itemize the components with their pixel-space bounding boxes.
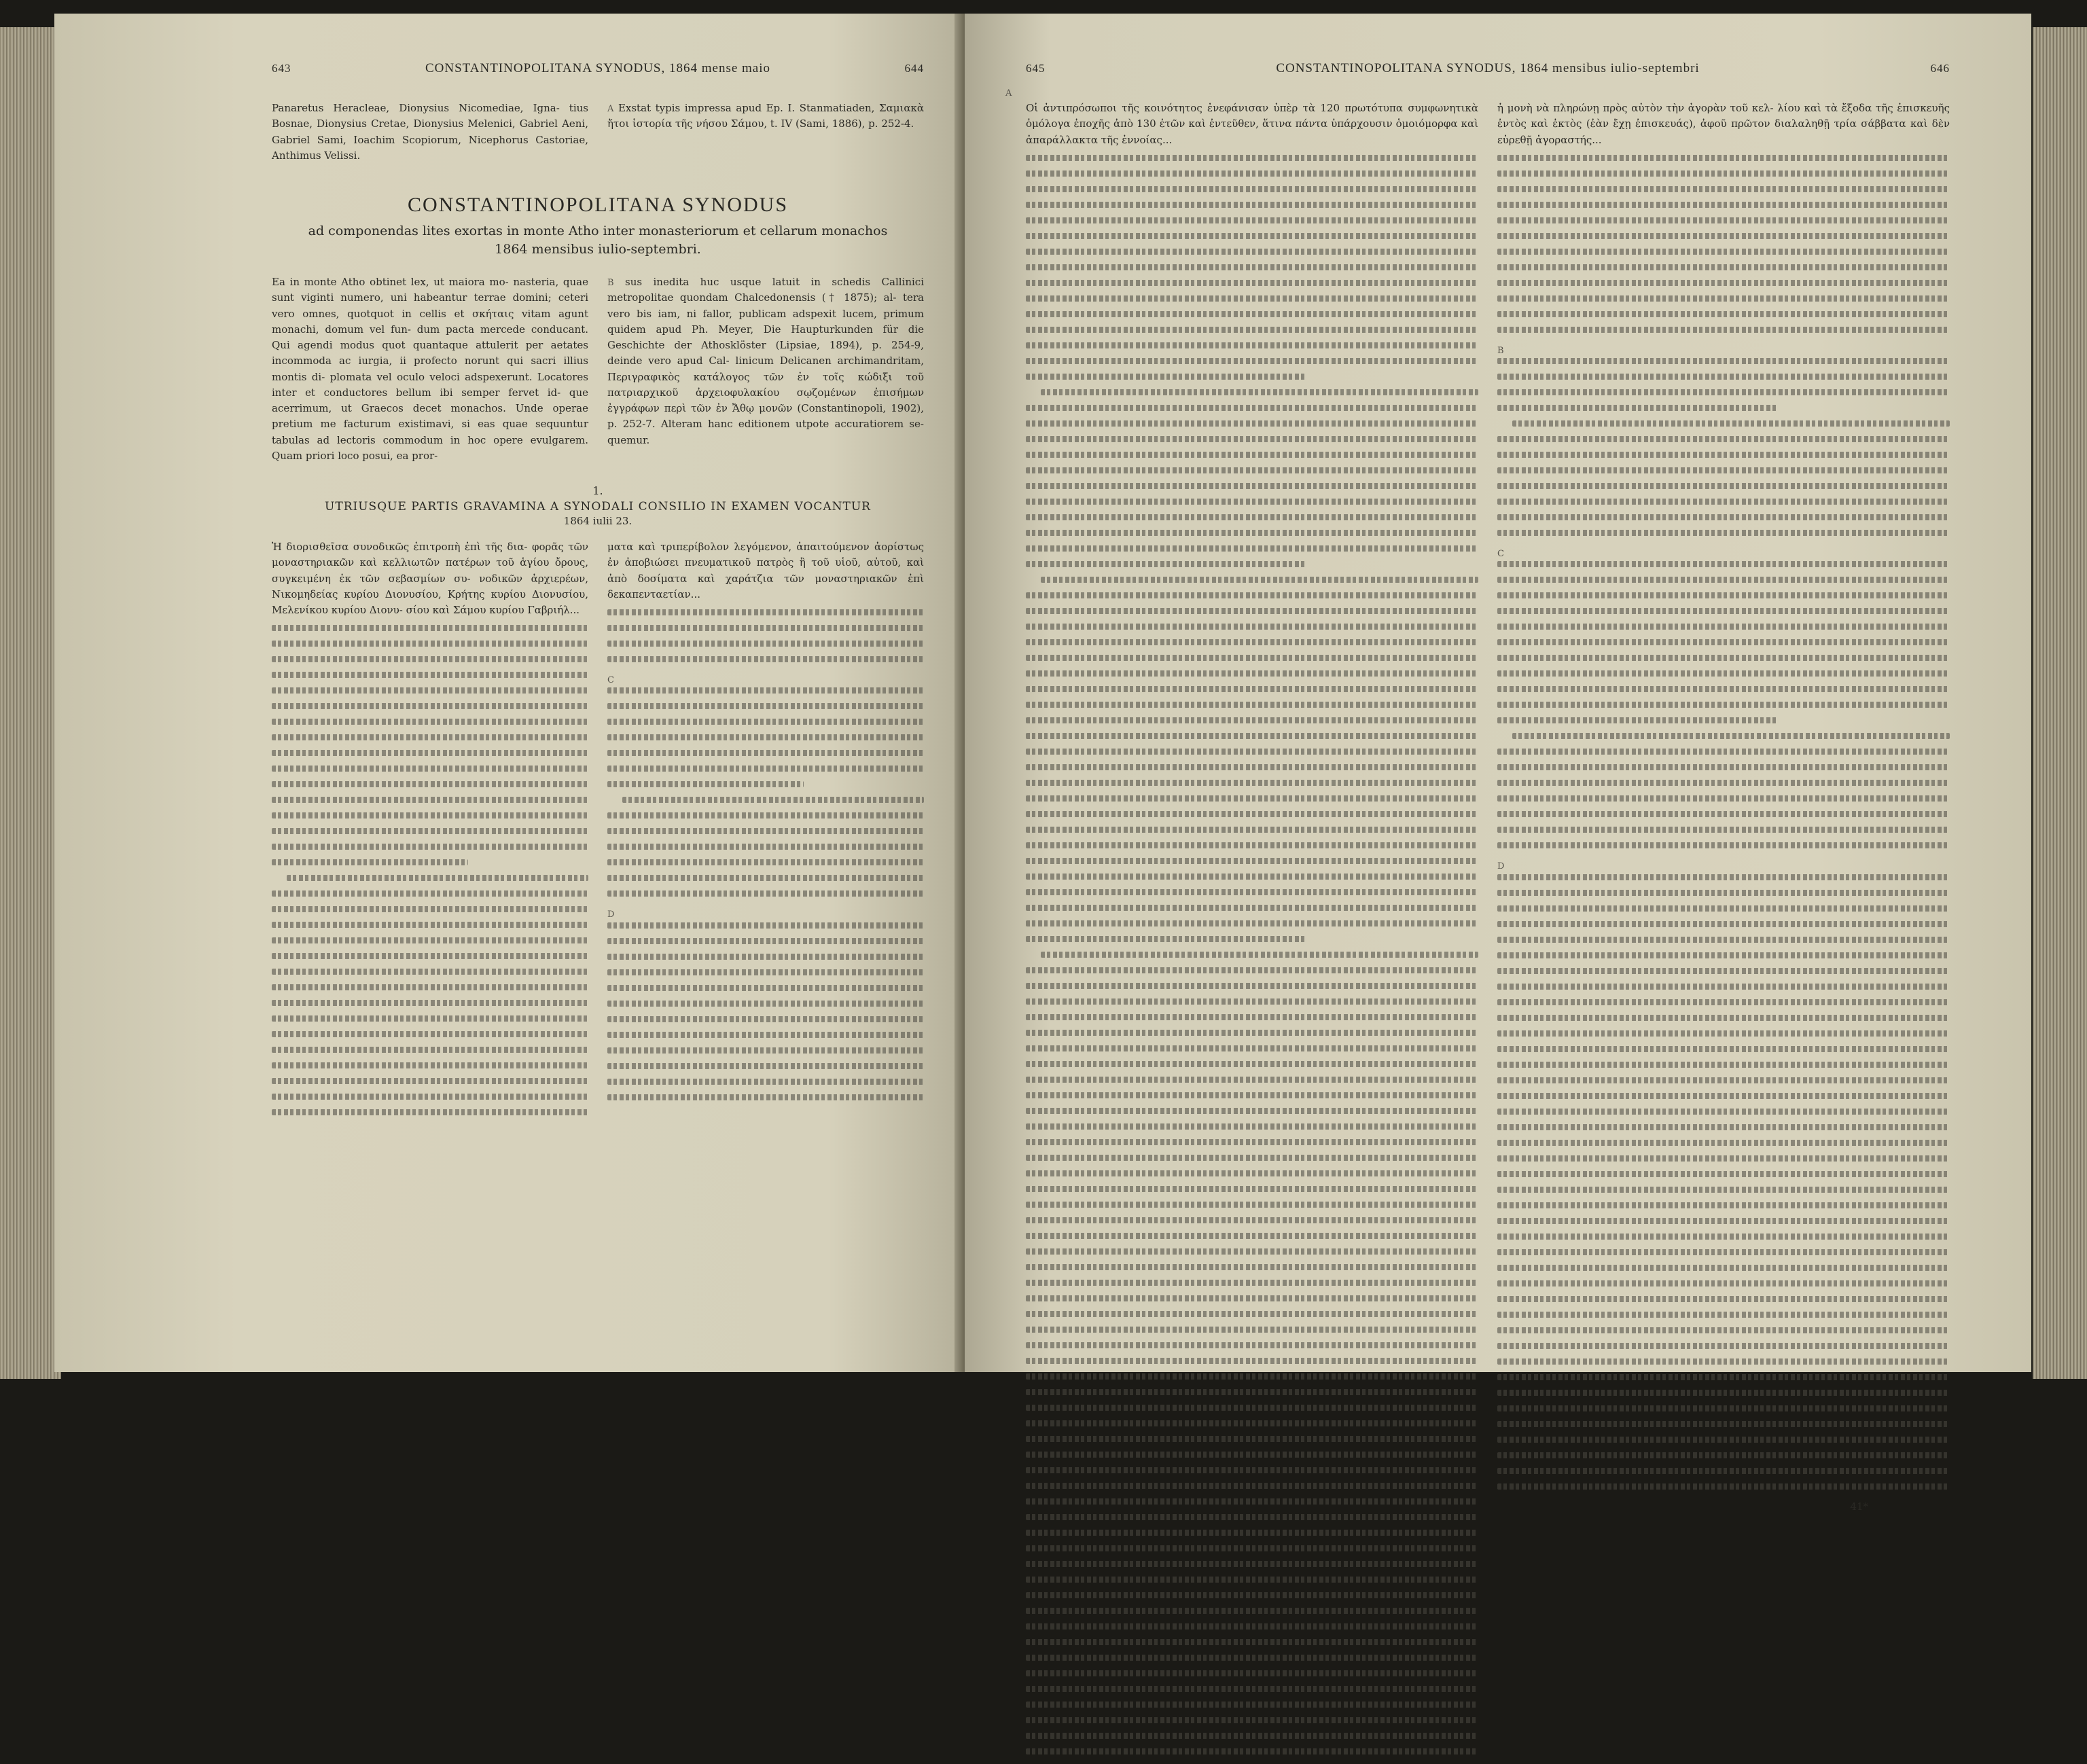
exstat-note	[607, 101, 924, 164]
document-date: 1864 iulii 23.	[563, 515, 632, 528]
greek-col-1	[272, 539, 588, 1125]
section-title: CONSTANTINOPOLITANA SYNODUS	[407, 194, 789, 216]
introduction-block	[272, 274, 924, 464]
margin-letter-d-right: D	[1497, 861, 1505, 872]
running-head-left	[272, 61, 924, 76]
margin-letter-c: C	[607, 675, 614, 686]
greek-col-2-body	[607, 609, 924, 1100]
page-number-646: 646	[1930, 62, 1950, 75]
introduction-col-2	[607, 274, 924, 464]
running-head-right	[1026, 61, 1950, 76]
running-head-title: CONSTANTINOPOLITANA SYNODUS, 1864 mense maio	[425, 61, 771, 75]
greek-col-3	[1026, 101, 1478, 1764]
book-page-edges-left	[0, 27, 61, 1379]
introduction-col-1: Ea in monte Atho obtinet lex, ut maiora mo- nasteria, quae sunt viginti numero, uni habeantur terrae domini; ceteri vero omnes, quotquot in cellis et σκήταις vitam agunt monachi, domum vel fun- dum pacta mercede conducant. Qui agendi modus quot quantaque attulerit per aetates incommoda ac iurgia, ii profecto norunt qui sacri illius montis di- plomata vel oculo veloci adspexerunt. Locatores inter et conductores bellum ibi semper fervet id- que acerrimum, ut Graecos decet monachos. Unde operae pretium me facturum existimavi, si eas quae sequuntur tabulas ad lectoris commodum in hoc opere evulgarem. Quam priori loco posui, ea pror-	[272, 276, 588, 462]
running-head-title-right: CONSTANTINOPOLITANA SYNODUS, 1864 mensibus iulio-septembri	[1276, 61, 1700, 75]
greek-col-4-opening: ἡ μονὴ νὰ πληρώνῃ πρὸς αὐτὸν τὴν ἀγορὰν τοῦ κελ- λίου καὶ τὰ ἔξοδα τῆς ἐπισκευῆς ἐντὸς καὶ ἐκτὸς (ἐὰν ἔχῃ ἐπισκευάς), ἀφοῦ πρῶτον διαλαληθῇ τρία σάββατα καὶ δὲν εὑρεθῇ ἀγοραστής...	[1497, 102, 1950, 146]
section-subtitle	[272, 222, 924, 258]
exstat-note-text: Exstat typis impressa apud Ep. I. Stanmatiaden, Σαμιακὰ ἤτοι ἱστορία τῆς νήσου Σάμου, t. IV (Sami, 1886), p. 252-4.	[607, 102, 924, 130]
greek-col-3-body	[1026, 155, 1478, 1754]
page-number-643: 643	[272, 62, 291, 75]
document-title: UTRIUSQUE PARTIS GRAVAMINA A SYNODALI CONSILIO IN EXAMEN VOCANTUR	[325, 500, 871, 514]
margin-letter-a-right: A	[1005, 88, 1012, 98]
margin-letter-b-right: B	[1497, 345, 1504, 356]
greek-col-3-opening: Οἱ ἀντιπρόσωποι τῆς κοινότητος ἐνεφάνισαν ὑπὲρ τὰ 120 πρωτότυπα συμφωνητικὰ ὁμόλογα ἐποχῆς ἀπὸ 130 ἐτῶν καὶ ἐντεῦθεν, ἅτινα πάντα ὑπάρχουσιν ὁμοιόμορφα καὶ ἀπαράλλακτα τῆς ἐννοίας...	[1026, 102, 1478, 146]
section-subtitle-line-2: 1864 mensibus iulio-septembri.	[495, 241, 701, 257]
introduction-col-2-text: sus inedita huc usque latuit in schedis Callinici metropolitae quondam Chalcedonensis († 1875); al- tera vero bis iam, ni fallor, publicam adspexit lucem, primum quidem apud Ph. Meyer, Die Haupturkunden für die Geschichte der Athosklöster (Lipsiae, 1894), p. 254-9, deinde vero apud Cal- linicum Delicanen archimandritam, Περιγραφικὸς κατάλογος τῶν ἐν τοῖς κώδιξι τοῦ πατριαρχικοῦ ἀρχειοφυλακίου σῳζομένων ἐπισήμων ἐγγράφων περὶ τῶν ἐν Ἄθῳ μονῶν (Constantinopoli, 1902), p. 252-7. Alteram hanc editionem utpote accuratiorem se- quemur.	[607, 276, 924, 446]
greek-col-1-body	[272, 625, 588, 1115]
margin-letter-d: D	[607, 910, 615, 920]
book-page-edges-right	[2033, 27, 2087, 1379]
greek-col-1-opening: Ἡ διορισθεῖσα συνοδικῶς ἐπιτροπὴ ἐπὶ τῆς δια- φορᾶς τῶν μοναστηριακῶν καὶ κελλιωτῶν πατέρων τοῦ ἁγίου ὄρους, συγκειμένη ἐκ τῶν σεβασμίων συ- νοδικῶν ἀρχιερέων, Νικομηδείας κυρίου Διονυσίου, Κρήτης κυρίου Διονυσίου, Μελενίκου κυρίου Διονυ- σίου καὶ Σάμου κυρίου Γαβριήλ...	[272, 541, 588, 617]
greek-col-2	[607, 539, 924, 1125]
right-page	[965, 14, 2031, 1513]
margin-letter-c-right: C	[1497, 549, 1504, 559]
greek-col-4	[1497, 101, 1950, 1764]
greek-text-block-left	[272, 539, 924, 1125]
signatories-block	[272, 101, 924, 164]
left-page	[54, 14, 965, 1372]
margin-letter-a: A	[607, 104, 614, 114]
margin-letter-b: B	[607, 278, 614, 289]
greek-col-2-opening: ματα καὶ τριπερίβολον λεγόμενον, ἀπαιτούμενον ἀορίστως ἐν ἀποβιώσει πνευματικοῦ πατρὸς ἢ τοῦ υἱοῦ, αὐτοῦ, καὶ ἀπὸ δοσίματα καὶ χαράτζια τῶν μοναστηριακῶν ἐπὶ δεκαπενταετίαν...	[607, 541, 924, 600]
greek-col-4-body	[1497, 155, 1950, 1490]
document-number: 1.	[592, 484, 603, 498]
greek-text-block-right	[1026, 101, 1950, 1764]
page-number-645: 645	[1026, 62, 1046, 75]
signatories-text: Panaretus Heracleae, Dionysius Nicomediae, Igna- tius Bosnae, Dionysius Cretae, Dionysius Melenici, Gabriel Aeni, Gabriel Sami, Ioachim Scopiorum, Nicephorus Castoriae, Anthimus Velissi.	[272, 102, 588, 162]
section-subtitle-line-1: ad componendas lites exortas in monte Atho inter monasteriorum et cellarum monachos	[308, 223, 888, 238]
page-number-644: 644	[904, 62, 924, 75]
signature-mark: 41*	[1850, 1500, 1868, 1513]
